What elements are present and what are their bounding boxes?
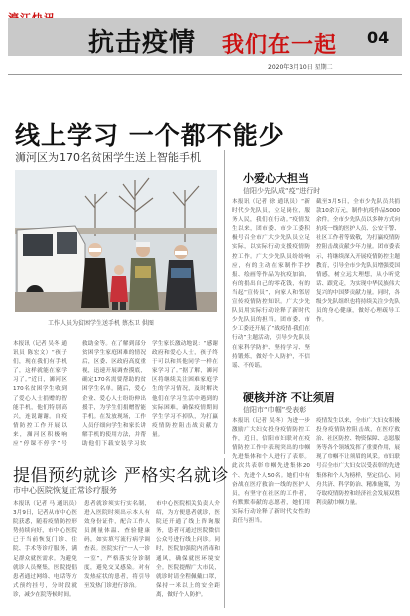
main-body-col-3: 学生家长激动地说：“感谢政府和爱心人士，孩子终于可以和其他同学一样在家学习了。”据了解，浉河区将继续关注困难家庭学生的学习情况，及时解决他们在学习生活中遇到的实际困难，确保疫情期间学生学习不掉队，为打赢疫情防控阻击战贡献力量。 (152, 341, 218, 438)
sidebar-story1-col-1: 本报讯（记者 徐 通讯员）“新时代少先队员，立足岗位，服务人民，我们在行动。”疫情发生以来，团市委、市少工委积极号召全市广大少先队员立足实际，以实际行动支援疫情防控工作。广大少先队员纷纷响应，有的主动在家制作手抄报、绘画等作品为抗疫加油，有的捐出自己的零花钱，有的当起“宣传员”，向家人和邻居宣传疫情防控知识。广大少先队员用实际行动诠释了新时代少先队员的担当。团市委、市少工委还开展了“战疫情·我们在行动”主题活动，引导少先队员在家科学防护、坚持学习、坚持锻炼，做好个人防护，不信谣、不传谣。 (232, 199, 310, 369)
section-title: 抗击疫情 (88, 28, 197, 58)
photo-caption: 工作人员为贫困学生送手机 蔡杰卫 供图 (48, 320, 154, 327)
sidebar-story2-col-1: 本报讯（记者 吴冬）为进一步激励广大妇女投身疫情防控工作，近日，信阳市妇联对在疫情防控工作中表现突出的巾帼先进集体和个人进行了表彰。此次共表彰巾帼先进集体20个、先进个人50名。她们中有奋战在医疗救治一线的医护人员，有坚守在社区的工作者，有默默奉献的志愿者，她们用实际行动诠释了新时代女性的责任与担当。 (232, 418, 310, 525)
main-headline: 线上学习 一个都不能少 (15, 121, 285, 150)
sidebar-story2-subtitle: 信阳市“巾帼”受表彰 (243, 406, 307, 414)
sidebar-story1-subtitle: 信阳少先队成“疫”进行时 (243, 187, 321, 195)
story2-body-col-2: 患者就诊须实行实名制，进入医院时须出示本人有效身份证件，配合工作人员测量体温、查验健康码，如实填写流行病学调查表。医院实行“一人一诊一室”，严格落实分诊制度，避免交叉感染。对有发热症状的患者，将引导至发热门诊进行诊治。 (84, 501, 150, 589)
sidebar-story1-col-2: 截至3月5日，全市少先队员共捐款10余万元，制作抗疫作品5000余件。全市少先队员以多种方式向抗疫一线的医护人员、公安干警、社区工作者等致敬，为打赢疫情防控阻击战贡献少年力量。团市委表示，将继续深入开展疫情防控主题教育，引导全市少先队员增强爱国情感，树立远大理想，从小听党话、跟党走，为实现中华民族伟大复兴的中国梦贡献力量。同时，各级少先队组织也将持续关注少先队员的身心健康，做好心理疏导工作。 (316, 199, 400, 324)
news-photo (15, 170, 217, 312)
main-body-col-1: 本报讯（记者 吴冬 通讯员 陈宏文）“孩子们，现在我们有手机了，这样就能在家学习了。”近日，浉河区170名贫困学生收到了爱心人士捐赠的智能手机，他们特别高兴，连说谢谢。自疫情防控工作开展以来，浉河区积极响应“停课不停学”号 (13, 341, 67, 448)
column-divider (224, 150, 225, 454)
sidebar-story2-col-2: 疫情发生以来，全市广大妇女积极投身疫情防控阻击战，在医疗救治、社区防控、物资保障、志愿服务等各个领域发挥了重要作用，展现了巾帼不让须眉的风采。市妇联号召全市广大妇女以受表彰的先进集体和个人为榜样，坚定信心、同舟共济、科学防治、精准施策，为夺取疫情防控和经济社会发展双胜利贡献巾帼力量。 (316, 418, 400, 506)
page-number: 04 (367, 28, 390, 47)
header-rule (8, 74, 402, 75)
story2-body-col-1: 本报讯（记者 马 通讯员）3月9日，记者从市中心医院获悉，随着疫情防控形势持续向好，市中心医院已于当前恢复门诊、住院、手术等诊疗服务，满足群众就医需求。为避免就诊人员聚集，医院提倡患者通过网络、电话等方式预约挂号，分时段就诊，减少在院等候时间。 (13, 501, 77, 598)
section-subtitle: 我们在一起 (222, 32, 338, 58)
photo-illustration (15, 170, 217, 312)
date-line: 2020年3月10日 星期二 (268, 64, 333, 71)
story2-headline: 提倡预约就诊 严格实名就诊 (13, 466, 229, 486)
sidebar-story1-title: 小爱心大担当 (243, 172, 309, 185)
sidebar-story2-title: 硬核并济 不让须眉 (243, 391, 335, 404)
main-body-col-2: 救助金等。在了解到部分贫困学生家庭困难的情况后，区委、区政府高度重视，迅速开展调查摸底，确定170名需要帮助的贫困学生名单。随后，爱心企业、爱心人士纷纷伸出援手，为学生们捐赠智能手机。在发放现场，工作人员仔细向学生和家长讲解手机的使用方法，并帮助他们下载安装学习软 (82, 341, 146, 448)
story2-body-col-3: 市中心医院相关负责人介绍，为方便患者就诊，医院还开通了线上咨询服务，患者可通过医院微信公众号进行线上问诊。同时，医院加强院内消毒和通风，确保就医环境安全。医院提醒广大市民，就诊时请全程佩戴口罩，保持一米以上的安全距离，做好个人防护。 (156, 501, 220, 598)
main-subhead: 浉河区为170名贫困学生送上智能手机 (15, 151, 201, 164)
header-band (8, 18, 402, 56)
story2-subhead: 市中心医院恢复正常诊疗服务 (13, 486, 117, 495)
